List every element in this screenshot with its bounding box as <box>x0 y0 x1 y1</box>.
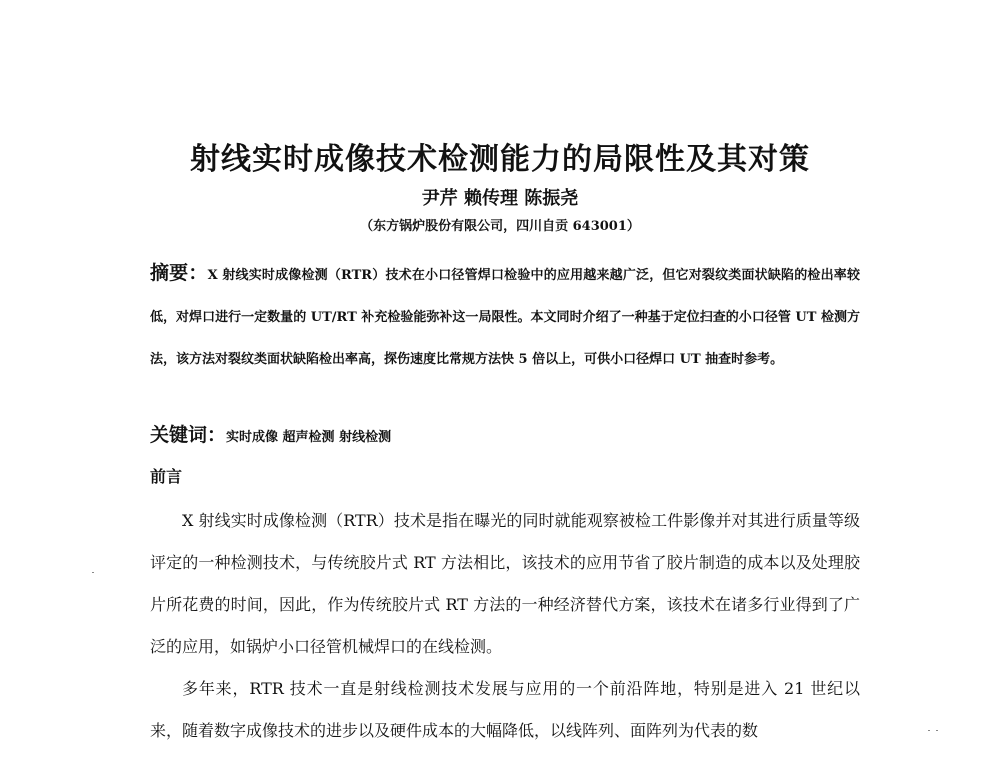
author-affiliation: （东方锅炉股份有限公司，四川自贡 643001） <box>360 219 640 234</box>
section-heading-introduction: 前言 <box>150 467 183 486</box>
scan-speck <box>936 730 938 731</box>
body-paragraph: X 射线实时成像检测（RTR）技术是指在曝光的同时就能观察被检工件影像并对其进行质量等级评定的一种检测技术，与传统胶片式 RT 方法相比，该技术的应用节省了胶片制造的成本以及处理胶片所花费的时间，因此，作为传统胶片式 RT 方法的一种经济替代方案，该技术在诸多行业得到了广泛的应用，如锅炉小口径管机械焊口的在线检测。 <box>150 511 860 656</box>
scan-speck <box>928 730 930 731</box>
introduction-body <box>150 500 860 752</box>
keywords-label: 关键词： <box>150 424 227 446</box>
scan-speck <box>92 572 94 573</box>
abstract-text: X 射线实时成像检测（RTR）技术在小口径管焊口检验中的应用越来越广泛，但它对裂纹类面状缺陷的检出率较低，对焊口进行一定数量的 UT/RT 补充检验能弥补这一局限性。本文同时介绍了一种基于定位扫查的小口径管 UT 检测方法，该方法对裂纹类面状缺陷检出率高，探伤速度比常规方法快 5 倍以上，可供小口径焊口 UT 抽查时参考。 <box>150 268 860 367</box>
keywords-block <box>150 420 860 453</box>
abstract-block <box>150 252 860 381</box>
keywords-text: 实时成像 超声检测 射线检测 <box>226 430 392 445</box>
abstract-label: 摘要： <box>150 262 208 284</box>
body-paragraph: 多年来，RTR 技术一直是射线检测技术发展与应用的一个前沿阵地，特别是进入 21 世纪以来，随着数字成像技术的进步以及硬件成本的大幅降低，以线阵列、面阵列为代表的数 <box>150 679 860 740</box>
author-list: 尹芹 赖传理 陈振尧 <box>421 188 579 209</box>
paper-title: 射线实时成像技术检测能力的局限性及其对策 <box>190 142 810 177</box>
